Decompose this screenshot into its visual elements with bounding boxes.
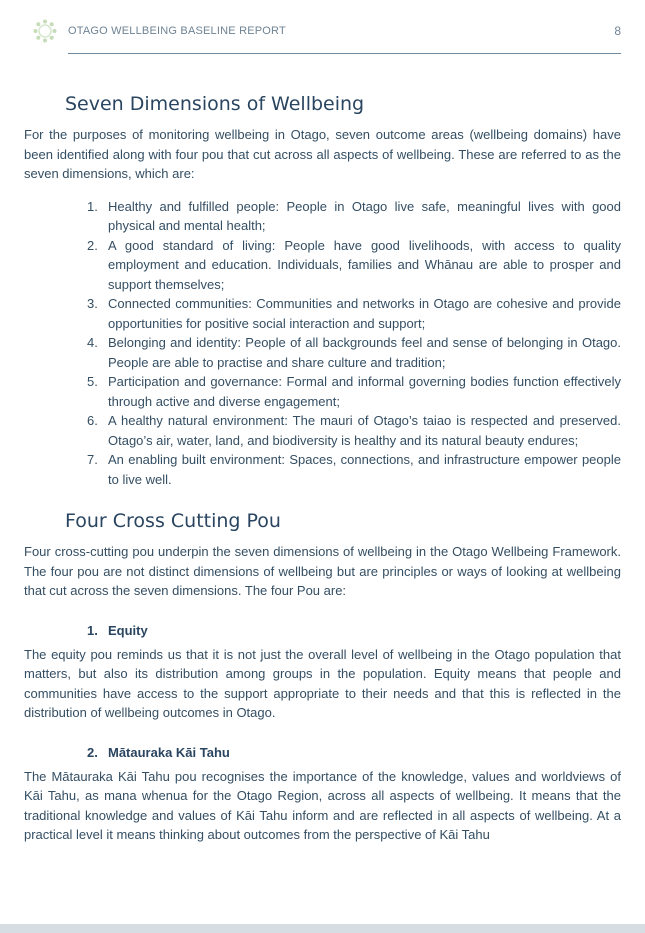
header-divider — [68, 53, 621, 54]
list-item: 1. Healthy and fulfilled people: People in Otago live safe, meaningful lives with good physical and mental health; — [87, 198, 621, 233]
section-heading-cross-cutting-pou: Four Cross Cutting Pou — [65, 510, 281, 532]
page-header — [0, 0, 645, 56]
list-item: 5. Participation and governance: Formal and informal governing bodies function effectively through active and diverse engagement; — [87, 374, 621, 409]
page-content — [24, 90, 621, 845]
report-title: OTAGO WELLBEING BASELINE REPORT — [68, 25, 286, 37]
list-item: 7. An enabling built environment: Spaces, connections, and infrastructure empower people to live well. — [87, 452, 621, 487]
list-item: 6. A healthy natural environment: The mauri of Otago’s taiao is respected and preserved. Otago’s air, water, land, and biodiversity is healthy and its natural beauty endures; — [87, 413, 621, 448]
wreath-logo-icon — [33, 19, 57, 43]
cross-cutting-pou-intro: Four cross-cutting pou underpin the seven dimensions of wellbeing in the Otago Wellbeing Framework. The four pou are not distinct dimensions of wellbeing but are principles or ways of looking at wellbeing that cut across the seven dimensions. The four Pou are: — [24, 544, 621, 598]
pou-equity-text: The equity pou reminds us that it is not just the overall level of wellbeing in the Otago population that matters, but also its distribution among groups in the population. Equity means that people and communities have access to the support appropriate to their needs and that this is reflected in the distribution of wellbeing outcomes in Otago. — [24, 646, 621, 720]
seven-dimensions-intro: For the purposes of monitoring wellbeing in Otago, seven outcome areas (wellbeing domains) have been identified along with four pou that cut across all aspects of wellbeing. These are referred to as the seven dimensions, which are: — [24, 127, 621, 181]
list-item: 3. Connected communities: Communities and networks in Otago are cohesive and provide opportunities for positive social interaction and support; — [87, 296, 621, 331]
list-item: 4. Belonging and identity: People of all backgrounds feel and sense of belonging in Otago. People are able to practise and share culture and tradition; — [87, 335, 621, 370]
list-item: 2. A good standard of living: People have good livelihoods, with access to quality employment and education. Individuals, families and Whānau are able to prosper and support themselves; — [87, 237, 621, 292]
pou-heading-equity: 1. Equity — [87, 622, 148, 638]
pou-heading-matauraka: 2. Mātauraka Kāi Tahu — [87, 744, 230, 760]
seven-dimensions-list — [24, 197, 621, 490]
page-number: 8 — [614, 24, 621, 38]
pou-matauraka-text: The Mātauraka Kāi Tahu pou recognises the importance of the knowledge, values and worldviews of Kāi Tahu, as mana whenua for the Otago Region, across all aspects of wellbeing. It means that the traditional knowledge and values of Kāi Tahu inform and are reflected in all aspects of wellbeing. At a practical level it means thinking about outcomes from the perspective of Kāi Tahu — [24, 768, 621, 842]
footer-bar — [0, 924, 645, 933]
section-heading-seven-dimensions: Seven Dimensions of Wellbeing — [65, 93, 365, 115]
